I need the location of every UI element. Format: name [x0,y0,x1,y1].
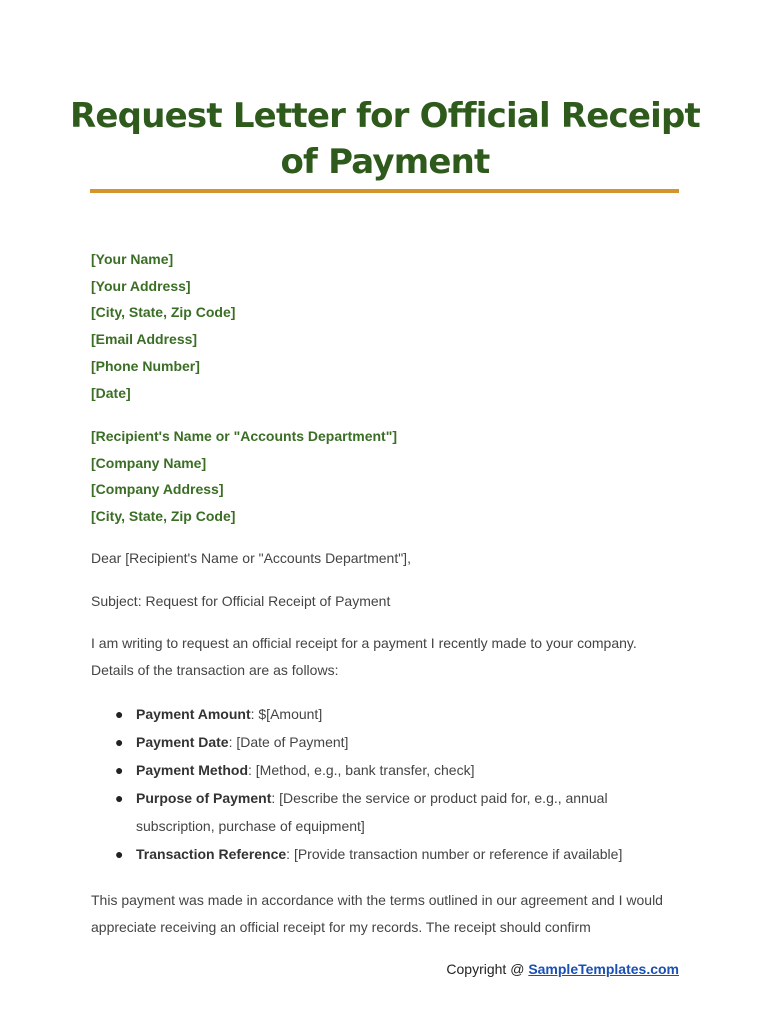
sender-date: [Date] [91,384,131,401]
list-item [91,784,681,840]
list-item [91,700,681,728]
detail-key: Payment Amount [136,706,251,722]
document-title: Request Letter for Official Receipt of Payment [70,96,700,182]
detail-key: Payment Date [136,734,229,750]
intro-paragraph: I am writing to request an official receipt for a payment I recently made to your company. Details of the transaction are as follows: [91,635,637,678]
recipient-city: [City, State, Zip Code] [91,508,236,525]
salutation: Dear [Recipient's Name or "Accounts Department"], [91,550,411,566]
detail-value: : [Date of Payment] [228,734,349,750]
sender-name: [Your Name] [91,251,174,267]
detail-key: Transaction Reference [136,846,287,862]
list-item [91,756,681,784]
bullet-icon: ● [115,846,124,862]
sender-email: [Email Address] [91,331,198,348]
detail-key: Purpose of Payment [136,790,272,806]
list-item [91,840,681,868]
bullet-icon: ● [115,706,124,722]
sampletemplates-link[interactable]: SampleTemplates.com [528,961,679,977]
copyright-prefix: Copyright @ [446,961,529,977]
bullet-icon: ● [115,762,124,778]
title-divider [90,189,679,193]
recipient-block [91,423,691,530]
detail-value: : [Describe the service or product paid for, e.g., annual subscription, purchase of equipment] [136,790,608,834]
copyright-footer [446,961,679,977]
bullet-icon: ● [115,734,124,750]
list-item [91,728,681,756]
recipient-name: [Recipient's Name or "Accounts Department"] [91,428,397,444]
sender-block [91,246,691,406]
bullet-icon: ● [115,790,124,806]
closing-paragraph: This payment was made in accordance with the terms outlined in our agreement and I would appreciate receiving an official receipt for my records. The receipt should confirm [91,892,663,935]
detail-value: : $[Amount] [250,706,323,722]
sender-address: [Your Address] [91,277,191,294]
payment-details-list [91,700,681,868]
recipient-company: [Company Name] [91,454,207,471]
detail-value: : [Provide transaction number or reference if available] [286,846,623,862]
subject-line: Subject: Request for Official Receipt of Payment [91,593,391,609]
sender-city: [City, State, Zip Code] [91,304,236,321]
detail-key: Payment Method [136,762,249,778]
sender-phone: [Phone Number] [91,357,200,374]
recipient-address: [Company Address] [91,481,224,498]
detail-value: : [Method, e.g., bank transfer, check] [248,762,475,778]
